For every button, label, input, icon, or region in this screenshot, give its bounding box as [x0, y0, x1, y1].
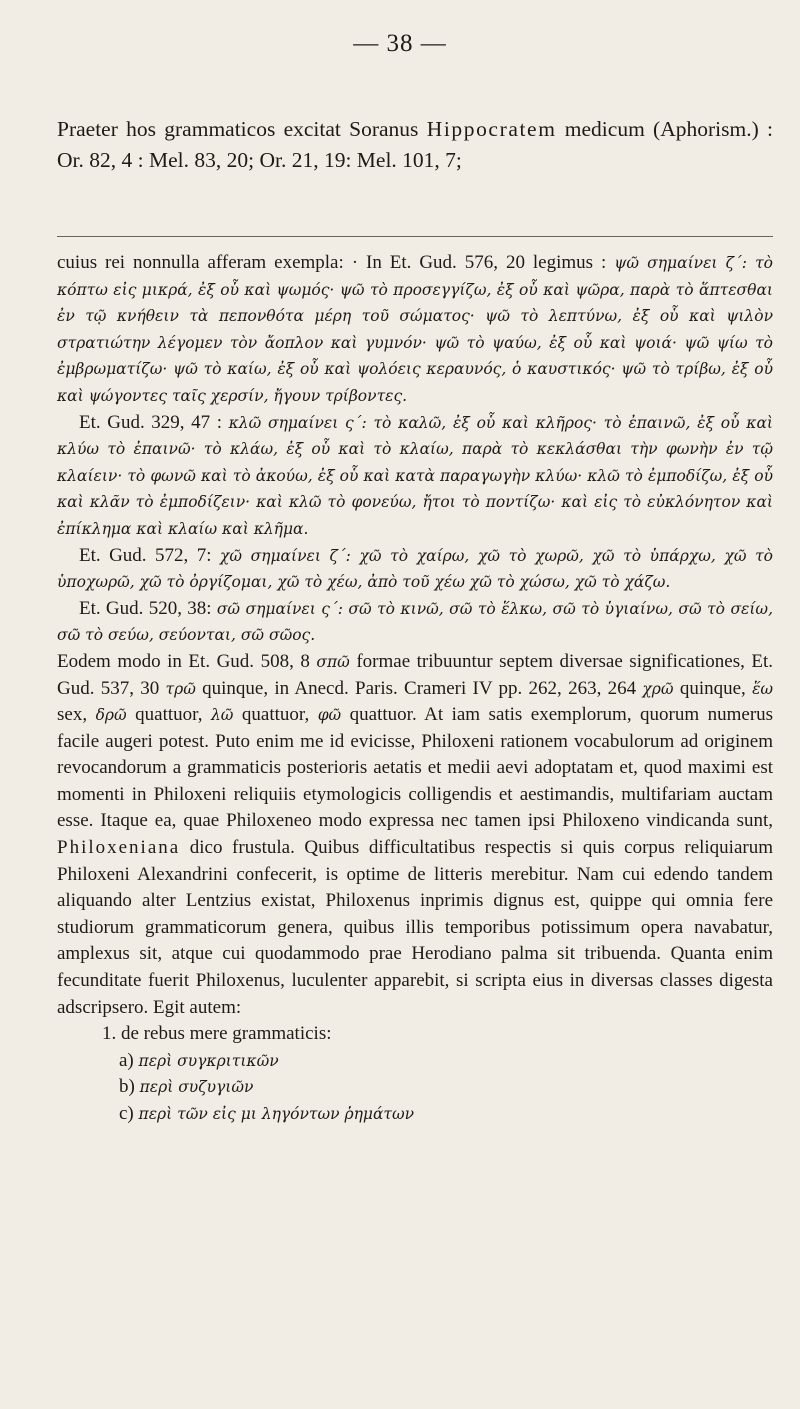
- list-item: [57, 1048, 773, 1075]
- greek-quote: κλῶ σημαίνει ς΄: τὸ καλῶ, ἐξ οὗ καὶ κλῆρος· τὸ ἐπαινῶ, ἐξ οὗ καὶ κλύω τὸ ἐπαινῶ· τὸ κλάω, ἐξ οὗ καὶ τὸ κλαίω, παρὰ τὸ κεκλάσθαι τὴν φωνὴν ἐν τῷ κλαίειν· τὸ φωνῶ καὶ τὸ ἀκούω, ἐξ οὗ καὶ κατὰ παραγωγὴν κλύω· κλῶ τὸ ἐμποδίζω, ἐξ οὗ καὶ κλᾶν τὸ ἐμποδίζειν· καὶ κλῶ τὸ φονεύω, ἤτοι τὸ ποντίζω· καὶ εἰς τὸ εὐκλόνητον καὶ ἐπίκλημα καὶ κλαίω καὶ κλῆμα.: [57, 413, 773, 538]
- greek-word: ἕω: [752, 679, 774, 698]
- contents-list: [57, 1021, 773, 1127]
- text-run: formae tribuuntur septem diversae significationes, Et. Gud. 537, 30: [57, 650, 774, 699]
- paragraph-lead: Et. Gud. 329, 47 :: [79, 411, 222, 433]
- paragraph-lead: cuius rei nonnulla afferam exempla: · In Et. Gud. 576, 20 legimus :: [57, 252, 607, 273]
- body-text: [57, 250, 773, 1128]
- greek-word: σπῶ: [316, 652, 350, 671]
- list-item: [57, 1101, 773, 1128]
- list-greek: περὶ τῶν εἰς μι ληγόντων ῥημάτων: [138, 1105, 415, 1123]
- text-run: quattuor. At iam satis exemplorum, quorum numerus facile augeri potest. Puto enim me id evicisse, Philoxeni rationem vocabulorum ad originem revocandorum a grammaticis posterioris aetatis et medii aevi adoptatam et, quod maximi est momenti in Philoxeni reliquiis etymologicis colligendis et aestimandis, multifariam auctam esse. Itaque ea, quae Philoxeneo modo expressa nec tamen ipsi Philoxeno vindicanda sunt,: [57, 704, 774, 832]
- greek-word: φῶ: [317, 706, 342, 725]
- list-item: 1. de rebus mere grammaticis:: [102, 1023, 332, 1045]
- greek-word: χρῶ: [642, 679, 674, 698]
- paragraph-main: [57, 649, 773, 1021]
- greek-quote: ψῶ σημαίνει ζ΄: τὸ κόπτω εἰς μικρά, ἐξ οὗ καὶ ψωμός· ψῶ τὸ προσεγγίζω, ἐξ οὗ καὶ ψῶρα, παρὰ τὸ ἅπτεσθαι ἐν τῷ κνήθειν τὰ πεπονθότα μέρη τοῦ σώματος· ψῶ τὸ λεπτύνω, ἐξ οὗ καὶ ψιλὸν στρατιώτην λέγομεν τὸν ἄοπλον καὶ γυμνόν· ψῶ τὸ ψαύω, ἐξ οὗ καὶ ψοιά· ψῶ ψίω τὸ ἐμβρωματίζω· ψῶ τὸ καίω, ἐξ οὗ καὶ ψολόεις κεραυνός, ὁ καυστικός· ψῶ τὸ τρίβω, ἐξ οὗ καὶ ψώγοντες ταῖς χερσίν, ἤγουν τρίβοντες.: [57, 254, 773, 405]
- text-run: quinque,: [679, 677, 746, 699]
- greek-word: λῶ: [210, 706, 234, 725]
- list-greek: περὶ συζυγιῶν: [139, 1078, 254, 1097]
- greek-quote: χῶ σημαίνει ζ΄: χῶ τὸ χαίρω, χῶ τὸ χωρῶ, χῶ τὸ ὑπάρχω, χῶ τὸ ὑποχωρῶ, χῶ τὸ ὀργίζομαι, χῶ τὸ χέω, ἀπὸ τοῦ χέω χῶ τὸ χώσω, χῶ τὸ χάζω.: [57, 546, 774, 592]
- paragraph-psi: [57, 250, 773, 410]
- divider-rule: [57, 236, 773, 237]
- intro-text-1: Praeter hos grammaticos excitat Soranus: [57, 117, 427, 141]
- paragraph-lead: Et. Gud. 572, 7:: [79, 544, 212, 566]
- text-run: quattuor,: [135, 704, 203, 726]
- page-number: — 38 —: [353, 30, 447, 57]
- paragraph-kho: [57, 543, 773, 596]
- intro-paragraph: [57, 114, 773, 176]
- text-run: dico frustula. Quibus difficultatibus respectis si quis corpus reliquiarum Philoxeni Alexandrini confecerit, is optime de litteris merebitur. Nam cui edendo tandem aliquando alter Lentzius existat, Philoxenus inprimis dignus est, quippe qui omnia fere studiorum grammaticorum genera, quibus illis temporibus potissimum opera navabatur, amplexus sit, atque cui quodammodo prae Herodiano palma sit tribuenda. Quanta enim fecunditate fuerit Philoxenus, luculenter apparebit, si scripta eius in diversas classes digesta adscripsero. Egit autem:: [57, 837, 773, 1018]
- text-run: quattuor,: [241, 704, 310, 726]
- paragraph-so: [57, 596, 773, 649]
- list-item: [57, 1074, 773, 1101]
- paragraph-klo: [57, 410, 773, 543]
- intro-text-2: medicum (Aphorism.) : Or. 82, 4 : Mel. 83, 20; Or. 21, 19: Mel. 101, 7;: [57, 117, 773, 172]
- greek-quote: σῶ σημαίνει ς΄: σῶ τὸ κινῶ, σῶ τὸ ἕλκω, σῶ τὸ ὑγιαίνω, σῶ τὸ σείω, σῶ τὸ σεύω, σεύονται, σῶ σῶος.: [57, 599, 773, 645]
- list-label: b): [119, 1076, 135, 1098]
- list-greek: περὶ συγκριτικῶν: [138, 1051, 279, 1070]
- spaced-term: Philoxeniana: [57, 837, 181, 859]
- text-run: sex,: [57, 704, 88, 726]
- greek-word: τρῶ: [165, 679, 196, 698]
- text-run: quinque, in Anecd. Paris. Crameri IV pp. 262, 263, 264: [202, 677, 637, 699]
- list-label: a): [119, 1049, 134, 1071]
- paragraph-lead: Et. Gud. 520, 38:: [79, 597, 212, 619]
- text-run: Eodem modo in Et. Gud. 508, 8: [57, 650, 310, 672]
- greek-word: δρῶ: [95, 706, 127, 725]
- intro-spaced-name: Hippocratem: [426, 117, 557, 141]
- list-label: c): [119, 1103, 134, 1124]
